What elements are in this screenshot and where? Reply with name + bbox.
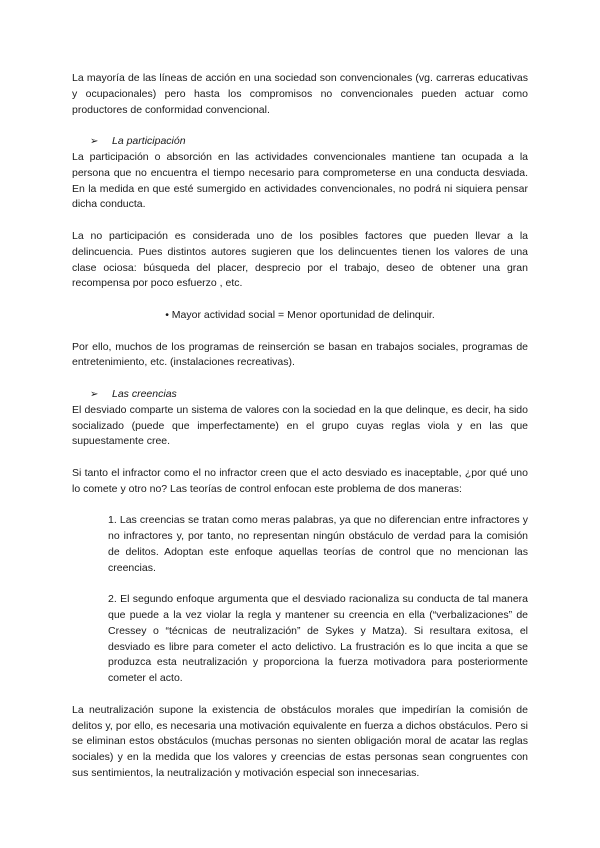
section-heading-participacion bbox=[72, 134, 528, 150]
arrowhead-icon: ➢ bbox=[90, 136, 99, 148]
paragraph-question: Si tanto el infractor como el no infractor creen que el acto desviado es inaceptable, ¿por qué uno lo comete y otro no? Las teorías de control enfocan este problema de dos maneras: bbox=[72, 466, 528, 495]
paragraph-neutralizacion: La neutralización supone la existencia de obstáculos morales que impedirían la comisión de delitos y, por ello, es necesaria una motivación equivalente en fuerza a dichos obstáculos. Pero si se eliminan estos obstáculos (muchas personas no sienten obligación moral de acatar las reglas sociales) y en la medida que los valores y creencias de estas personas sean congruentes con sus sentimientos, la neutralización y motivación especial son innecesarias. bbox=[72, 703, 528, 780]
arrowhead-icon: ➢ bbox=[90, 388, 99, 400]
section-heading-creencias bbox=[72, 387, 528, 403]
heading-text: Las creencias bbox=[112, 387, 177, 400]
paragraph-participacion: La participación o absorción en las actividades convencionales mantiene tan ocupada a la persona que no encuentra el tiempo necesario para comprometerse en una conducta desviada. En la medida en que esté sumergido en actividades convencionales, no podrá ni siquiera pensar dicha conducta. bbox=[72, 150, 528, 211]
paragraph-no-participacion: La no participación es considerada uno de los posibles factores que pueden llevar a la delincuencia. Pues distintos autores sugieren que los delincuentes tienen los valores de una clase ociosa: búsqueda del placer, desprecio por el trabajo, deseo de obtener una gran recompensa por poco esfuerzo , etc. bbox=[72, 229, 528, 290]
paragraph-intro: La mayoría de las líneas de acción en una sociedad son convencionales (vg. carreras educativas y ocupacionales) pero hasta los compromisos no convencionales pueden actuar como productores de conformidad convencional. bbox=[72, 72, 528, 116]
bullet-statement: • Mayor actividad social = Menor oportunidad de delinquir. bbox=[165, 308, 435, 321]
heading-text: La participación bbox=[112, 135, 186, 148]
paragraph-reinsercion: Por ello, muchos de los programas de reinserción se basan en trabajos sociales, programas de entretenimiento, etc. (instalaciones recreativas). bbox=[72, 340, 528, 369]
list-item-1: 1. Las creencias se tratan como meras palabras, ya que no diferencian entre infractores y no infractores y, por tanto, no representan ningún obstáculo de verdad para la comisión de delitos. Adoptan este enfoque aquellas teorías de control que no mencionan las creencias. bbox=[108, 514, 528, 574]
list-item-2: 2. El segundo enfoque argumenta que el desviado racionaliza su conducta de tal manera que puede a la vez violar la regla y mantener su creencia en ella (“verbalizaciones” de Cressey o “técnicas de neutralización” de Sykes y Matza). Si resultara exitosa, el desviado es libre para cometer el acto delictivo. La frustración es lo que incita a que se produzca esta neutralización y proporciona la fuerza motivadora para posteriormente cometer el acto. bbox=[108, 593, 528, 685]
paragraph-desviado: El desviado comparte un sistema de valores con la sociedad en la que delinque, es decir, ha sido socializado (puede que imperfectamente) en el grupo cuyas reglas viola y en las que supuestamente cree. bbox=[72, 403, 528, 448]
